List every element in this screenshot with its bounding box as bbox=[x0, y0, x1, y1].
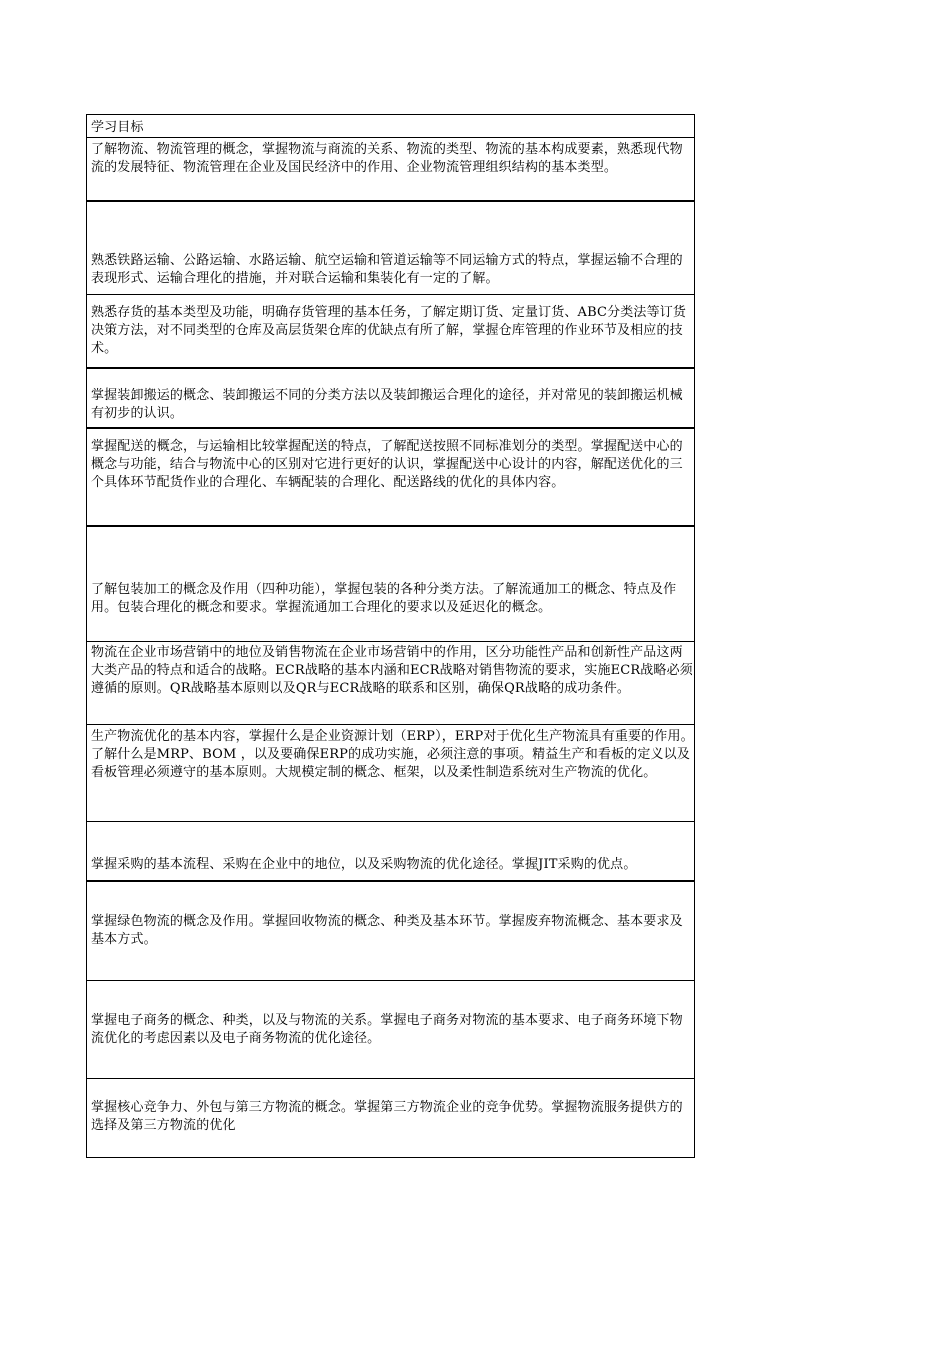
table-header-cell[interactable] bbox=[87, 115, 695, 138]
table-cell-10[interactable] bbox=[87, 881, 695, 981]
table-row bbox=[87, 526, 695, 642]
table-cell-3[interactable] bbox=[87, 295, 695, 369]
table-cell-1[interactable] bbox=[87, 138, 695, 202]
table-row bbox=[87, 428, 695, 526]
table-cell-7[interactable] bbox=[87, 642, 695, 725]
table-row bbox=[87, 642, 695, 725]
objective-text-11: 掌握电子商务的概念、种类，以及与物流的关系。掌握电子商务对物流的基本要求、电子商务环境下物流优化的考虑因素以及电子商务物流的优化途径。 bbox=[91, 1013, 683, 1046]
table-row bbox=[87, 1079, 695, 1158]
table-row bbox=[87, 981, 695, 1079]
table-cell-6[interactable] bbox=[87, 526, 695, 642]
table-row bbox=[87, 881, 695, 981]
objective-text-8: 生产物流优化的基本内容，掌握什么是企业资源计划（ERP），ERP对于优化生产物流具有重要的作用。了解什么是MRP、BOM ，以及要确保ERP的成功实施，必须注意的事项。精益生产和看板的定义以及看板管理必须遵守的基本原则。大规模定制的概念、框架，以及柔性制造系统对生产物流的优化。 bbox=[91, 729, 694, 780]
table-row bbox=[87, 368, 695, 428]
table-row bbox=[87, 822, 695, 882]
header-label: 学习目标 bbox=[91, 120, 144, 135]
objective-text-10: 掌握绿色物流的概念及作用。掌握回收物流的概念、种类及基本环节。掌握废弃物流概念、基本要求及基本方式。 bbox=[91, 914, 683, 947]
learning-objectives-table bbox=[86, 114, 695, 1158]
table-row bbox=[87, 201, 695, 295]
objective-text-3: 熟悉存货的基本类型及功能，明确存货管理的基本任务，了解定期订货、定量订货、ABC分类法等订货决策方法，对不同类型的仓库及高层货架仓库的优缺点有所了解，掌握仓库管理的作业环节及相应的技术。 bbox=[91, 305, 687, 356]
objective-text-12: 掌握核心竞争力、外包与第三方物流的概念。掌握第三方物流企业的竞争优势。掌握物流服务提供方的选择及第三方物流的优化 bbox=[91, 1100, 683, 1133]
table-cell-9[interactable] bbox=[87, 822, 695, 882]
table-cell-2[interactable] bbox=[87, 201, 695, 295]
objective-text-4: 掌握装卸搬运的概念、装卸搬运不同的分类方法以及装卸搬运合理化的途径，并对常见的装卸搬运机械有初步的认识。 bbox=[91, 388, 683, 421]
table-row bbox=[87, 138, 695, 202]
objective-text-1: 了解物流、物流管理的概念，掌握物流与商流的关系、物流的类型、物流的基本构成要素，熟悉现代物流的发展特征、物流管理在企业及国民经济中的作用、企业物流管理组织结构的基本类型。 bbox=[91, 142, 683, 175]
objective-text-5: 掌握配送的概念，与运输相比较掌握配送的特点，了解配送按照不同标准划分的类型。掌握配送中心的概念与功能，结合与物流中心的区别对它进行更好的认识，掌握配送中心设计的内容，解配送优化的三个具体环节配货作业的合理化、车辆配装的合理化、配送路线的优化的具体内容。 bbox=[91, 439, 683, 490]
table-row bbox=[87, 295, 695, 369]
table-cell-12[interactable] bbox=[87, 1079, 695, 1158]
objective-text-6: 了解包装加工的概念及作用（四种功能），掌握包装的各种分类方法。了解流通加工的概念、特点及作用。包装合理化的概念和要求。掌握流通加工合理化的要求以及延迟化的概念。 bbox=[91, 582, 677, 615]
table-header-row bbox=[87, 115, 695, 138]
table-cell-8[interactable] bbox=[87, 725, 695, 822]
objective-text-9: 掌握采购的基本流程、采购在企业中的地位，以及采购物流的优化途径。掌握JIT采购的优点。 bbox=[91, 857, 637, 872]
table-cell-5[interactable] bbox=[87, 428, 695, 526]
table-cell-11[interactable] bbox=[87, 981, 695, 1079]
objective-text-7: 物流在企业市场营销中的地位及销售物流在企业市场营销中的作用，区分功能性产品和创新性产品这两大类产品的特点和适合的战略。ECR战略的基本内涵和ECR战略对销售物流的要求，实施ECR战略必须遵循的原则。QR战略基本原则以及QR与ECR战略的联系和区别，确保QR战略的成功条件。 bbox=[91, 645, 693, 696]
table-cell-4[interactable] bbox=[87, 368, 695, 428]
table-row bbox=[87, 725, 695, 822]
objective-text-2: 熟悉铁路运输、公路运输、水路运输、航空运输和管道运输等不同运输方式的特点，掌握运输不合理的表现形式、运输合理化的措施，并对联合运输和集装化有一定的了解。 bbox=[91, 253, 683, 286]
